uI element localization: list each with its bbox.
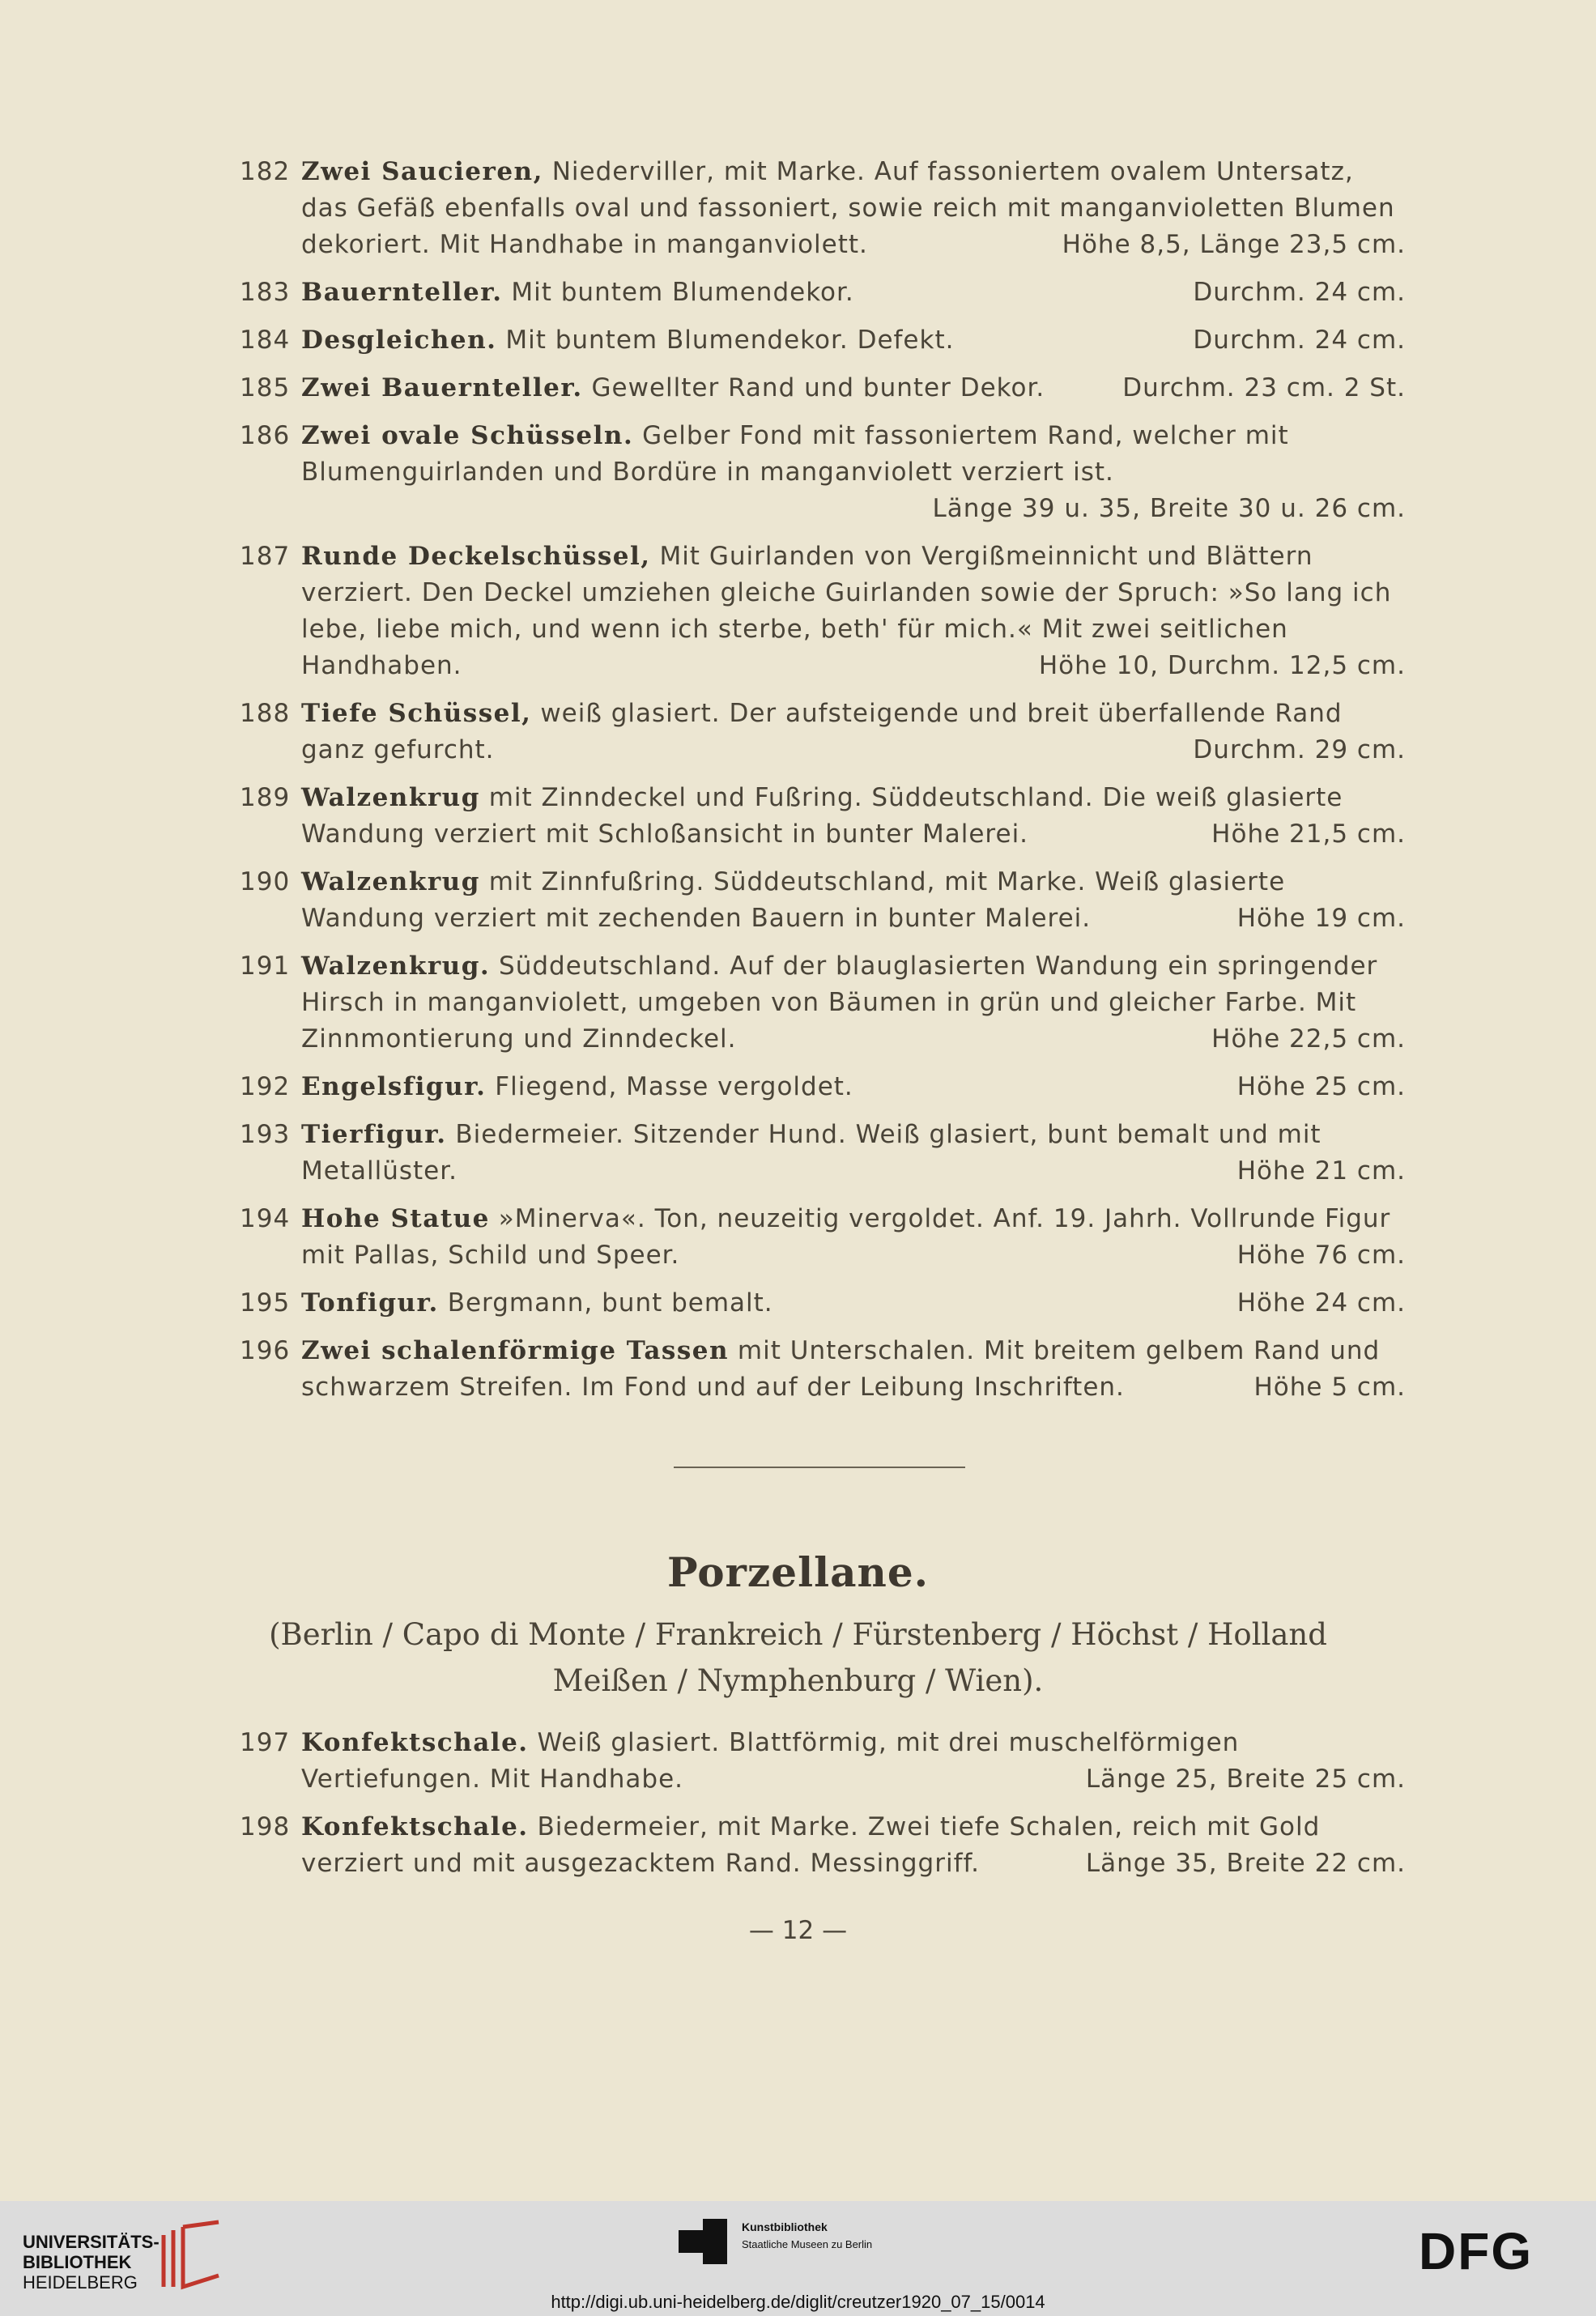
catalog-entry xyxy=(240,539,1406,684)
catalog-list-porzellane xyxy=(240,1725,1406,1893)
entry-text: »Minerva«. Ton, neuzeitig vergoldet. Anf. 19. Jahrh. Vollrunde Figur mit Pallas, Schild und Speer. xyxy=(301,1204,1391,1270)
entry-number: 193 xyxy=(240,1120,291,1149)
page-number: — 12 — xyxy=(748,1916,848,1945)
section-subtitle-line: (Berlin / Capo di Monte / Frankreich / Fürstenberg / Höchst / Holland xyxy=(269,1617,1327,1652)
entry-number: 184 xyxy=(240,326,291,355)
entry-text: Mit buntem Blumendekor. Defekt. xyxy=(496,326,955,355)
entry-title: Hohe Statue xyxy=(301,1204,490,1233)
entry-dimensions: Durchm. 24 cm. xyxy=(1193,278,1406,307)
entry-title: Walzenkrug xyxy=(301,783,480,812)
entry-text: mit Zinndeckel und Fußring. Süddeutschland. Die weiß glasierte Wandung verziert mit Schloßansicht in bunter Malerei. xyxy=(301,783,1343,849)
entry-dimensions: Höhe 8,5, Länge 23,5 cm. xyxy=(1062,230,1406,259)
university-library-name xyxy=(23,2232,160,2293)
entry-title: Tonfigur. xyxy=(301,1288,439,1318)
entry-number: 192 xyxy=(240,1072,291,1101)
catalog-entry xyxy=(240,418,1406,527)
catalog-entry xyxy=(240,1117,1406,1190)
catalog-entry xyxy=(240,1333,1406,1406)
section-subtitle xyxy=(0,1611,1596,1704)
entry-dimensions: Höhe 24 cm. xyxy=(1236,1288,1406,1318)
entry-text: Gewellter Rand und bunter Dekor. xyxy=(582,373,1045,402)
entry-title: Zwei ovale Schüsseln. xyxy=(301,421,634,450)
entry-text: weiß glasiert. Der aufsteigende und breit überfallende Rand ganz gefurcht. xyxy=(301,699,1343,764)
entry-dimensions: Durchm. 24 cm. xyxy=(1193,326,1406,355)
catalog-entry xyxy=(240,322,1406,359)
catalog-entry xyxy=(240,864,1406,937)
entry-text: Fliegend, Masse vergoldet. xyxy=(486,1072,853,1101)
entry-text: Weiß glasiert. Blattförmig, mit drei muschelförmigen Vertiefungen. Mit Handhabe. xyxy=(301,1728,1240,1794)
catalog-entry xyxy=(240,275,1406,311)
entry-number: 183 xyxy=(240,278,291,307)
entry-title: Konfektschale. xyxy=(301,1812,529,1841)
entry-text: Biedermeier, mit Marke. Zwei tiefe Schalen, reich mit Gold verziert und mit ausgezacktem Rand. Messinggriff. xyxy=(301,1812,1321,1878)
dfg-logo xyxy=(1419,2225,1573,2274)
entry-text: Süddeutschland. Auf der blauglasierten Wandung ein springender Hirsch in manganviolett, umgeben von Bäumen in grün und gleicher Farbe. Mit Zinnmontierung und Zinndeckel. xyxy=(301,952,1378,1054)
entry-text: Bergmann, bunt bemalt. xyxy=(438,1288,773,1318)
catalog-list xyxy=(240,154,1406,1417)
entry-number: 195 xyxy=(240,1288,291,1318)
catalog-entry xyxy=(240,696,1406,768)
catalog-entry xyxy=(240,1201,1406,1274)
section-title: Porzellane. xyxy=(666,1548,930,1596)
entry-title: Bauernteller. xyxy=(301,278,503,307)
kunstbibliothek-label xyxy=(742,2220,872,2250)
university-logo-icon xyxy=(159,2219,223,2292)
entry-title: Runde Deckelschüssel, xyxy=(301,542,651,571)
uni-line: BIBLIOTHEK xyxy=(23,2252,132,2272)
entry-number: 189 xyxy=(240,783,291,812)
catalog-entry xyxy=(240,1809,1406,1882)
footer-bar xyxy=(0,2201,1596,2316)
entry-title: Engelsfigur. xyxy=(301,1072,487,1101)
entry-dimensions: Durchm. 23 cm. 2 St. xyxy=(1122,373,1406,402)
entry-number: 187 xyxy=(240,542,291,571)
entry-dimensions: Höhe 22,5 cm. xyxy=(1211,1024,1406,1054)
entry-dimensions: Höhe 21 cm. xyxy=(1236,1156,1406,1186)
entry-text: Biedermeier. Sitzender Hund. Weiß glasiert, bunt bemalt und mit Metallüster. xyxy=(301,1120,1321,1186)
entry-title: Tiefe Schüssel, xyxy=(301,699,532,728)
source-url[interactable]: http://digi.ub.uni-heidelberg.de/diglit/creutzer1920_07_15/0014 xyxy=(551,2292,1045,2312)
entry-dimensions: Länge 35, Breite 22 cm. xyxy=(1085,1849,1406,1878)
entry-title: Tierfigur. xyxy=(301,1120,447,1149)
entry-number: 190 xyxy=(240,867,291,896)
entry-text: Gelber Fond mit fassoniertem Rand, welcher mit Blumenguirlanden und Bordüre in manganviolett verziert ist. xyxy=(301,421,1289,487)
dfg-wordmark: DFG xyxy=(1419,2225,1534,2274)
entry-number: 191 xyxy=(240,952,291,981)
entry-text: mit Zinnfußring. Süddeutschland, mit Marke. Weiß glasierte Wandung verziert mit zechenden Bauern in bunter Malerei. xyxy=(301,867,1286,933)
entry-title: Walzenkrug. xyxy=(301,952,491,981)
catalog-entry xyxy=(240,370,1406,407)
catalog-entry xyxy=(240,154,1406,263)
entry-text: Mit buntem Blumendekor. xyxy=(502,278,854,307)
catalog-entry xyxy=(240,780,1406,853)
entry-dimensions: Höhe 25 cm. xyxy=(1236,1072,1406,1101)
entry-number: 182 xyxy=(240,157,291,186)
entry-text: Niederviller, mit Marke. Auf fassoniertem ovalem Untersatz, das Gefäß ebenfalls oval und fassoniert, sowie reich mit manganvioletten Blumen dekoriert. Mit Handhabe in manganviolett. xyxy=(301,157,1395,259)
uni-line: HEIDELBERG xyxy=(23,2272,138,2293)
entry-dimensions: Höhe 5 cm. xyxy=(1253,1373,1406,1402)
entry-dimensions: Länge 25, Breite 25 cm. xyxy=(1085,1765,1406,1794)
entry-dimensions: Durchm. 29 cm. xyxy=(1193,735,1406,764)
entry-number: 186 xyxy=(240,421,291,450)
kunstbibliothek-logo-icon xyxy=(679,2219,732,2264)
catalog-entry xyxy=(240,948,1406,1058)
entry-dimensions: Höhe 19 cm. xyxy=(1236,904,1406,933)
catalog-entry xyxy=(240,1069,1406,1105)
kb-line: Staatliche Museen zu Berlin xyxy=(742,2238,873,2250)
entry-number: 196 xyxy=(240,1336,291,1365)
entry-dimensions: Höhe 21,5 cm. xyxy=(1211,820,1406,849)
entry-number: 188 xyxy=(240,699,291,728)
kb-line: Kunstbibliothek xyxy=(742,2220,828,2233)
entry-number: 197 xyxy=(240,1728,291,1757)
section-subtitle-line: Meißen / Nymphenburg / Wien). xyxy=(552,1663,1044,1698)
section-divider xyxy=(674,1467,965,1468)
entry-text: Mit Guirlanden von Vergißmeinnicht und Blättern verziert. Den Deckel umziehen gleiche Guirlanden sowie der Spruch: »So lang ich lebe, liebe mich, und wenn ich sterbe, beth' für mich.« Mit zwei seitlichen Handhaben. xyxy=(301,542,1392,680)
catalog-entry xyxy=(240,1285,1406,1322)
entry-number: 194 xyxy=(240,1204,291,1233)
entry-title: Desgleichen. xyxy=(301,326,497,355)
catalog-entry xyxy=(240,1725,1406,1798)
entry-number: 185 xyxy=(240,373,291,402)
entry-title: Zwei Bauernteller. xyxy=(301,373,583,402)
entry-title: Zwei Saucieren, xyxy=(301,157,543,186)
entry-dimensions: Höhe 76 cm. xyxy=(1236,1241,1406,1270)
entry-dimensions: Höhe 10, Durchm. 12,5 cm. xyxy=(1038,651,1406,680)
entry-title: Walzenkrug xyxy=(301,867,480,896)
entry-title: Konfektschale. xyxy=(301,1728,529,1757)
entry-dimensions: Länge 39 u. 35, Breite 30 u. 26 cm. xyxy=(932,494,1406,523)
entry-number: 198 xyxy=(240,1812,291,1841)
entry-title: Zwei schalenförmige Tassen xyxy=(301,1336,730,1365)
entry-text: mit Unterschalen. Mit breitem gelbem Rand und schwarzem Streifen. Im Fond und auf der Leibung Inschriften. xyxy=(301,1336,1381,1402)
uni-line: UNIVERSITÄTS- xyxy=(23,2232,160,2252)
